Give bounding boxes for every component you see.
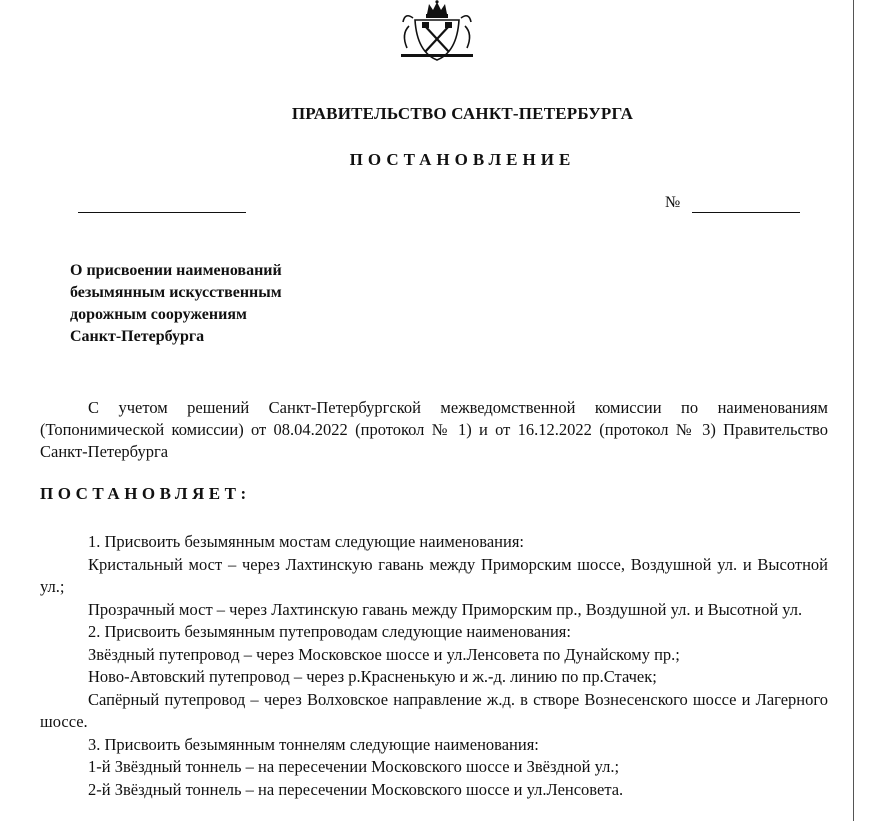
subject-line: О присвоении наименований <box>70 262 282 279</box>
date-blank-line <box>78 212 246 213</box>
body-paragraph: 1-й Звёздный тоннель – на пересечении Московского шоссе и Звёздной ул.; <box>88 757 620 776</box>
resolution-body <box>40 531 828 801</box>
resolves-heading: ПОСТАНОВЛЯЕТ: <box>40 484 251 503</box>
coat-of-arms-emblem <box>395 0 479 64</box>
government-title: ПРАВИТЕЛЬСТВО САНКТ-ПЕТЕРБУРГА <box>291 104 634 123</box>
document-type-title: ПОСТАНОВЛЕНИЕ <box>349 150 576 169</box>
body-paragraph: Ново-Автовский путепровод – через р.Красненькую и ж.-д. линию по пр.Стачек; <box>88 667 657 686</box>
number-blank-line <box>692 212 800 213</box>
body-paragraph: Прозрачный мост – через Лахтинскую гавань между Приморским пр., Воздушной ул. и Высотной ул. <box>88 599 803 619</box>
number-label: № <box>665 194 681 211</box>
body-paragraph: Кристальный мост – через Лахтинскую гавань между Приморским шоссе, Воздушной ул. и Высотной ул.; <box>40 554 828 596</box>
body-paragraph: Сапёрный путепровод – через Волховское направление ж.д. в створе Вознесенского шоссе и Лагерного шоссе. <box>40 689 828 731</box>
subject-line: безымянным искусственным <box>70 284 282 301</box>
body-paragraph: Звёздный путепровод – через Московское шоссе и ул.Ленсовета по Дунайскому пр.; <box>88 644 680 664</box>
subject-line: дорожным сооружениям <box>70 306 247 323</box>
body-paragraph: 2-й Звёздный тоннель – на пересечении Московского шоссе и ул.Ленсовета. <box>88 779 624 799</box>
body-paragraph: 1. Присвоить безымянным мостам следующие наименования: <box>88 532 524 551</box>
preamble-paragraph: С учетом решений Санкт-Петербургской межведомственной комиссии по наименованиям (Топонимической комиссии) от 08.04.2022 (протокол № 1) и от 16.12.2022 (протокол № 3) Правительство Санкт-Петербурга <box>40 398 828 461</box>
subject-block <box>70 260 400 348</box>
subject-line: Санкт-Петербурга <box>70 328 205 345</box>
body-paragraph: 3. Присвоить безымянным тоннелям следующие наименования: <box>88 734 539 754</box>
body-paragraph: 2. Присвоить безымянным путепроводам следующие наименования: <box>88 622 571 641</box>
